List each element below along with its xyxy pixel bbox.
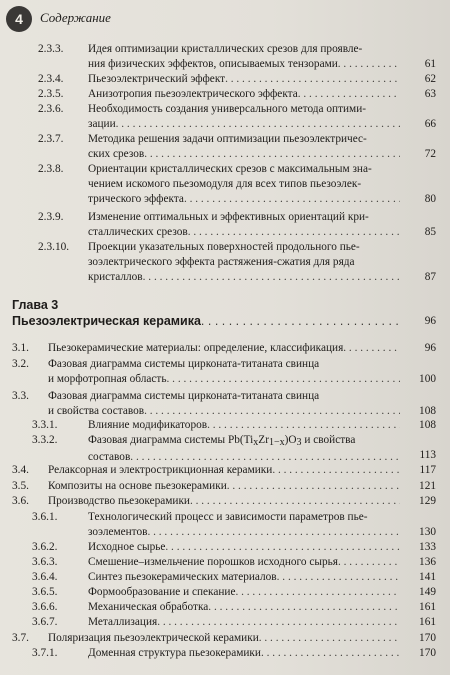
dot-leader: [167, 372, 400, 387]
dot-leader: [338, 57, 400, 72]
dot-leader: [184, 192, 400, 207]
toc-entry[interactable]: [38, 42, 436, 72]
toc-entry[interactable]: [32, 600, 436, 615]
section-number: 3.3.1.: [32, 419, 58, 431]
page-ref: 85: [424, 226, 436, 238]
page-ref: 130: [419, 526, 436, 538]
toc-entry[interactable]: [32, 646, 436, 661]
page-ref: 63: [424, 88, 436, 100]
section-number: 3.3.: [12, 390, 29, 402]
toc-entry[interactable]: [38, 87, 436, 102]
toc-entry[interactable]: [12, 479, 436, 494]
section-number: 2.3.7.: [38, 133, 64, 145]
section-number: 3.5.: [12, 480, 29, 492]
page-ref: 149: [419, 586, 436, 598]
page-ref: 61: [424, 58, 436, 70]
page-ref: 121: [419, 480, 436, 492]
page-ref: 66: [424, 118, 436, 130]
section-title-line: сталлических срезов . . .: [88, 225, 400, 240]
section-title-line: Фазовая диаграмма системы цирконата-титаната свинца: [48, 390, 320, 402]
toc-entry[interactable]: [32, 418, 436, 433]
section-title-line: Металлизация . . .: [88, 615, 400, 630]
dot-leader: [157, 615, 400, 630]
section-title-line: Влияние модификаторов . . .: [88, 418, 400, 433]
section-number: 3.6.1.: [32, 511, 58, 523]
section-title-line: Пьезокерамические материалы: определение, классификация . . .: [48, 341, 400, 356]
section-title-line: Фазовая диаграмма системы цирконата-титаната свинца: [48, 358, 320, 370]
section-number: 3.6.2.: [32, 541, 58, 553]
dot-leader: [225, 72, 400, 87]
section-number: 3.2.: [12, 358, 29, 370]
page-ref: 133: [419, 541, 436, 553]
section-title-line: Ориентации кристаллических срезов с максимальным зна-: [88, 163, 372, 175]
dot-leader: [235, 585, 400, 600]
section-title-line: Механическая обработка . . .: [88, 600, 400, 615]
section-number: 3.1.: [12, 342, 29, 354]
dot-leader: [144, 147, 400, 162]
dot-leader: [188, 225, 400, 240]
section-title-line: Производство пьезокерамики . . .: [48, 494, 400, 509]
section-number: 3.6.6.: [32, 601, 58, 613]
section-number: 3.6.5.: [32, 586, 58, 598]
section-number: 3.6.: [12, 495, 29, 507]
section-title-line: Изменение оптимальных и эффективных ориентаций кри-: [88, 211, 369, 223]
page-ref: 117: [419, 464, 436, 476]
toc-entry[interactable]: [12, 357, 436, 387]
chapter-page: 96: [424, 315, 436, 327]
section-title-line: Проекции указательных поверхностей продольного пье-: [88, 241, 360, 253]
section-title-line: Поляризация пьезоэлектрической керамики . . .: [48, 631, 400, 646]
toc-entry[interactable]: [12, 463, 436, 478]
section-title-line: Смешение–измельчение порошков исходного сырья . . .: [88, 555, 400, 570]
chapter-title: Пьезоэлектрическая керамика: [12, 314, 201, 328]
page-ref: 100: [419, 373, 436, 385]
section-number: 3.7.: [12, 632, 29, 644]
toc-entry[interactable]: [32, 433, 436, 463]
section-title-line: Композиты на основе пьезокерамики . . .: [48, 479, 400, 494]
section-title-line: Доменная структура пьезокерамики . . .: [88, 646, 400, 661]
section-title-line: зоэлементов . . .: [88, 525, 400, 540]
toc-entry[interactable]: [38, 132, 436, 162]
page-ref: 141: [419, 571, 436, 583]
toc-entry[interactable]: [32, 615, 436, 630]
section-title-line: Синтез пьезокерамических материалов . . .: [88, 570, 400, 585]
section-title-line: Формообразование и спекание . . .: [88, 585, 400, 600]
section-title-line: ских срезов . . .: [88, 147, 400, 162]
section-title-line: Исходное сырье . . .: [88, 540, 400, 555]
toc-entry[interactable]: [12, 631, 436, 646]
section-title-line: Методика решения задачи оптимизации пьезоэлектричес-: [88, 133, 367, 145]
section-number: 3.6.4.: [32, 571, 58, 583]
page-ref: 136: [419, 556, 436, 568]
section-title-line: составов . . .: [88, 450, 400, 465]
section-title-line: чением искомого пьезомодуля для всех типов пьезоэлек-: [88, 178, 362, 190]
toc-entry[interactable]: [38, 162, 436, 207]
section-number: 2.3.6.: [38, 103, 64, 115]
section-number: 3.7.1.: [32, 647, 58, 659]
section-title-line: зации . . .: [88, 117, 400, 132]
section-number: 2.3.9.: [38, 211, 64, 223]
section-number: 3.4.: [12, 464, 29, 476]
dot-leader: [298, 87, 400, 102]
toc-entry[interactable]: [38, 240, 436, 285]
toc-entry[interactable]: [12, 494, 436, 509]
page-ref: 113: [419, 449, 436, 461]
running-head: Содержание: [40, 10, 111, 25]
section-number: 2.3.8.: [38, 163, 64, 175]
dot-leader: [259, 631, 400, 646]
dot-leader: [143, 270, 400, 285]
section-title-line: Анизотропия пьезоэлектрического эффекта . . .: [88, 87, 400, 102]
section-number: 2.3.3.: [38, 43, 64, 55]
section-number: 3.6.7.: [32, 616, 58, 628]
toc-entry[interactable]: [32, 555, 436, 570]
toc-entry[interactable]: [38, 210, 436, 240]
dot-leader: [190, 494, 400, 509]
section-title-line: кристаллов . . .: [88, 270, 400, 285]
toc-entry[interactable]: [12, 341, 436, 356]
dot-leader: [147, 525, 400, 540]
toc-entry[interactable]: [38, 72, 436, 87]
page-ref: 170: [419, 647, 436, 659]
toc-entry[interactable]: [32, 585, 436, 600]
toc-entry[interactable]: [12, 389, 436, 419]
section-title-line: Необходимость создания универсального метода оптими-: [88, 103, 367, 115]
dot-leader: [208, 600, 400, 615]
page-ref: 96: [424, 342, 436, 354]
section-number: 2.3.5.: [38, 88, 64, 100]
section-title-line: ния физических эффектов, описываемых тензорами . . .: [88, 57, 400, 72]
section-number: 2.3.10.: [38, 241, 70, 253]
dot-leader: [261, 646, 400, 661]
toc-entry[interactable]: [38, 102, 436, 132]
page-ref: 80: [424, 193, 436, 205]
page-ref: 161: [419, 601, 436, 613]
page-ref: 108: [419, 419, 436, 431]
section-title-line: Фазовая диаграмма системы Pb(TixZr1−x)O3 и свойства: [88, 434, 356, 448]
chapter-label: Глава 3: [12, 298, 59, 312]
dot-leader: [343, 341, 400, 356]
page-number-badge: 4: [6, 6, 32, 32]
section-title-line: и свойства составов . . .: [48, 404, 400, 419]
dot-leader: [116, 117, 400, 132]
dot-leader: [144, 404, 400, 419]
page-ref: 129: [419, 495, 436, 507]
toc-entry[interactable]: [32, 510, 436, 540]
section-number: 2.3.4.: [38, 73, 64, 85]
page-ref: 62: [424, 73, 436, 85]
page-ref: 87: [424, 271, 436, 283]
section-number: 3.3.2.: [32, 434, 58, 446]
toc-entry[interactable]: [32, 540, 436, 555]
section-title-line: зоэлектрического эффекта растяжения-сжатия для ряда: [88, 256, 355, 268]
dot-leader: [338, 555, 400, 570]
dot-leader: [277, 570, 400, 585]
section-number: 3.6.3.: [32, 556, 58, 568]
section-title-line: Релаксорная и электрострикционная керамики . . .: [48, 463, 400, 478]
section-title-line: Идея оптимизации кристаллических срезов для проявле-: [88, 43, 363, 55]
page-ref: 170: [419, 632, 436, 644]
page-ref: 108: [419, 405, 436, 417]
section-title-line: трического эффекта . . .: [88, 192, 400, 207]
section-title-line: и морфотропная область . . .: [48, 372, 400, 387]
dot-leader: [207, 418, 400, 433]
page-ref: 161: [419, 616, 436, 628]
section-title-line: Пьезоэлектрический эффект . . .: [88, 72, 400, 87]
page-ref: 72: [424, 148, 436, 160]
dot-leader: [227, 479, 400, 494]
dot-leader: [272, 463, 400, 478]
toc-entry[interactable]: [32, 570, 436, 585]
dot-leader: [165, 540, 400, 555]
section-title-line: Технологический процесс и зависимости параметров пье-: [88, 511, 368, 523]
dot-leader: [201, 314, 400, 329]
